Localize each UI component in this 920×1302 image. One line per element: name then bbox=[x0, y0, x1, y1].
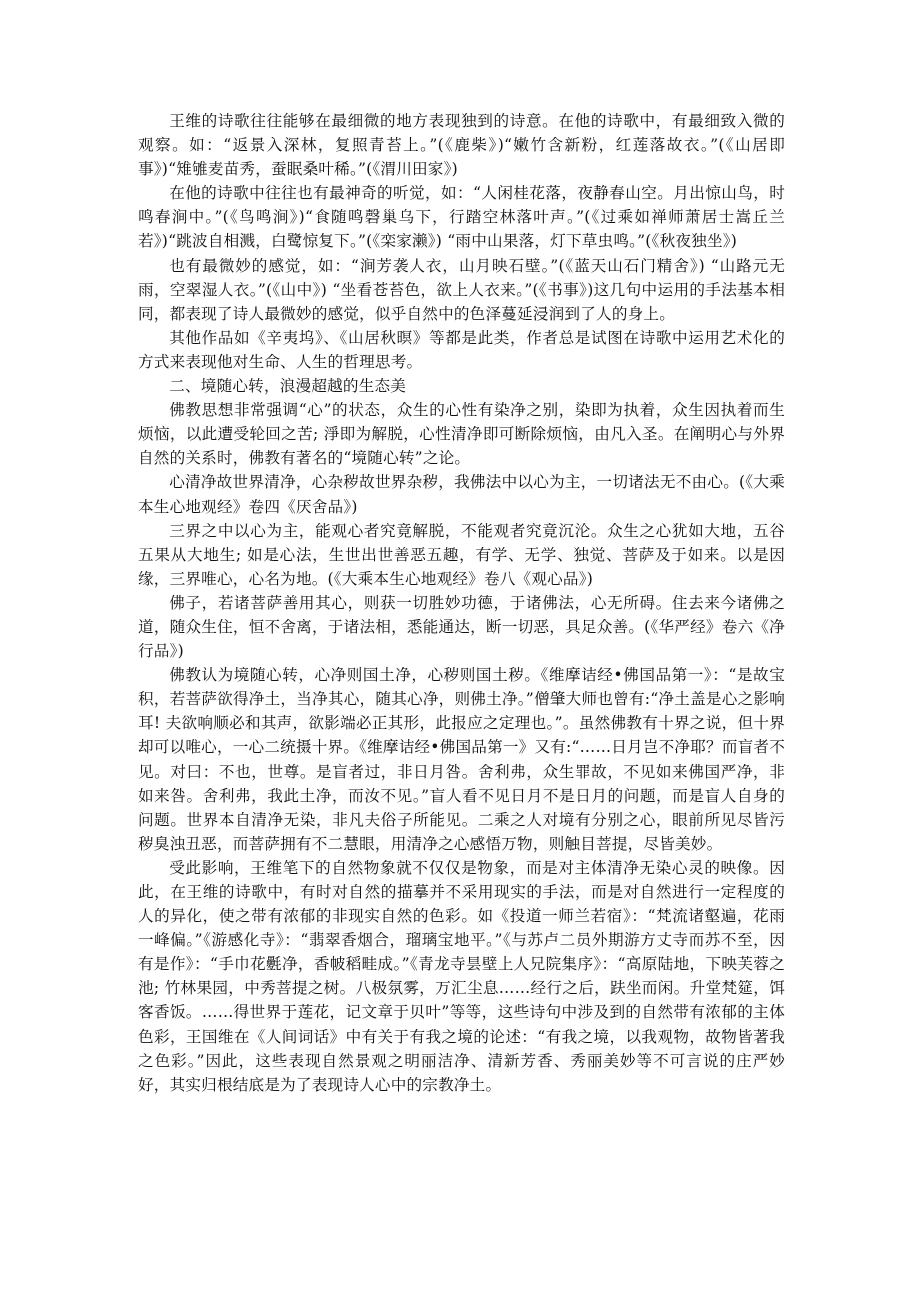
paragraph-feeling: 也有最微妙的感觉，如：“涧芳袭人衣，山月映石壁。”(《蓝天山石门精舍》) “山路元无雨，空翠湿人衣。”(《山中》) “坐看苍苔色，欲上人衣来。”(《书事》)这几句中运用的手法基本相同，都表现了诗人最微妙的感觉，似乎自然中的色泽蔓延浸润到了人的身上。 bbox=[138, 256, 785, 323]
paragraph-quote-huayan: 佛子，若诸菩萨善用其心，则获一切胜妙功德，于诸佛法，心无所碍。住去来今诸佛之道，随众生住，恒不舍离，于诸法相，悉能通达，断一切恶，具足众善。(《华严经》卷六《净行品》) bbox=[138, 593, 785, 661]
paragraph-quote-sutra-2: 三界之中以心为主，能观心者究竟解脱，不能观者究竟沉沦。众生之心犹如大地，五谷五果从大地生; 如是心法，生世出世善恶五趣，有学、无学、独觉、菩萨及于如来。以是因缘，三界唯心，心名为地。(《大乘本生心地观经》卷八《观心品》) bbox=[138, 521, 785, 588]
paragraph-quote-sutra-1: 心清净故世界清净，心杂秽故世界杂秽，我佛法中以心为主，一切诸法无不由心。(《大乘本生心地观经》卷四《厌舍品》) bbox=[138, 473, 785, 516]
paragraph-pure-land: 佛教认为境随心转，心净则国土净，心秽则国土秽。《维摩诘经•佛国品第一》：“是故宝积，若菩萨欲得净土，当净其心，随其心净，则佛土净。”僧肇大师也曾有:“净土盖是心之影响耳! 夫欲响顺必和其声，欲影端必正其形，此报应之定理也。”。虽然佛教有十界之说，但十界却可以唯心，一心二统摄十界。《维摩诘经•佛国品第一》又有:“……日月岂不净耶？而盲者不见。对曰：不也，世尊。是盲者过，非日月咎。舍利弗，众生罪故，不见如来佛国严净，非如来咎。舍利弗，我此土净，而汝不见。”盲人看不见日月不是日月的问题，而是盲人自身的问题。世界本自清净无染，非凡夫俗子所能见。二乘之人对境有分别之心，眼前所见尽皆污秽臭浊丑恶，而菩萨拥有不二慧眼，用清净之心感悟万物，则触目菩提，尽皆美妙。 bbox=[138, 666, 785, 853]
paragraph-wang-wei-nature: 受此影响，王维笔下的自然物象就不仅仅是物象，而是对主体清净无染心灵的映像。因此，在王维的诗歌中，有时对自然的描摹并不采用现实的手法，而是对自然进行一定程度的人的异化，使之带有浓郁的非现实自然的色彩。如《投道一师兰若宿》：“梵流诸壑遍，花雨一峰偏。”《游感化寺》：“翡翠香烟合，瑠璃宝地平。”《与苏卢二员外期游方丈寺而苏不至，因有是作》：“手巾花氎净，香帔稻畦成。”《青龙寺昙壁上人兄院集序》：“高原陆地，下映芙蓉之池; 竹林果园，中秀菩提之树。八极氛雾，万汇尘息……经行之后，趺坐而闲。升堂梵筵，饵客香饭。……得世界于莲花，记文章于贝叶”等等，这些诗句中涉及到的自然带有浓郁的主体色彩，王国维在《人间词话》中有关于有我之境的论述：“有我之境，以我观物，故物皆著我之色彩。”因此，这些表现自然景观之明丽洁净、清新芳香、秀丽美妙等不可言说的庄严妙好，其实归根结底是为了表现诗人心中的宗教净土。 bbox=[138, 858, 785, 1094]
paragraph-buddhist-mind: 佛教思想非常强调“心”的状态，众生的心性有染净之别，染即为执着，众生因执着而生烦恼，以此遭受轮回之苦; 淨即为解脱，心性清净即可断除烦恼，由凡入圣。在阐明心与外界自然的关系时，佛教有著名的“境随心转”之论。 bbox=[138, 401, 785, 468]
section-heading: 二、境随心转，浪漫超越的生态美 bbox=[169, 377, 407, 396]
paragraph-hearing: 在他的诗歌中往往也有最神奇的听觉，如：“人闲桂花落，夜静春山空。月出惊山鸟，时鸣春涧中。”(《鸟鸣涧》)“食随鸣磬巢乌下，行踏空林落叶声。”(《过乘如禅师萧居士嵩丘兰若》)“跳波自相溅，白鹭惊复下。”(《栾家濑》) “雨中山果落，灯下草虫鸣。”(《秋夜独坐》) bbox=[138, 184, 785, 251]
paragraph-other-works: 其他作品如《辛夷坞》、《山居秋暝》等都是此类，作者总是试图在诗歌中运用艺术化的方式来表现他对生命、人生的哲理思考。 bbox=[138, 328, 785, 371]
paragraph-poetic-details: 王维的诗歌往往能够在最细微的地方表现独到的诗意。在他的诗歌中，有最细致入微的观察。如：“返景入深林，复照青苔上。”(《鹿柴》)“嫩竹含新粉，红莲落故衣。”(《山居即事》)“雉雊麦苗秀，蚕眠桑叶稀。”(《渭川田家》) bbox=[138, 112, 785, 179]
document-body bbox=[138, 109, 785, 1097]
